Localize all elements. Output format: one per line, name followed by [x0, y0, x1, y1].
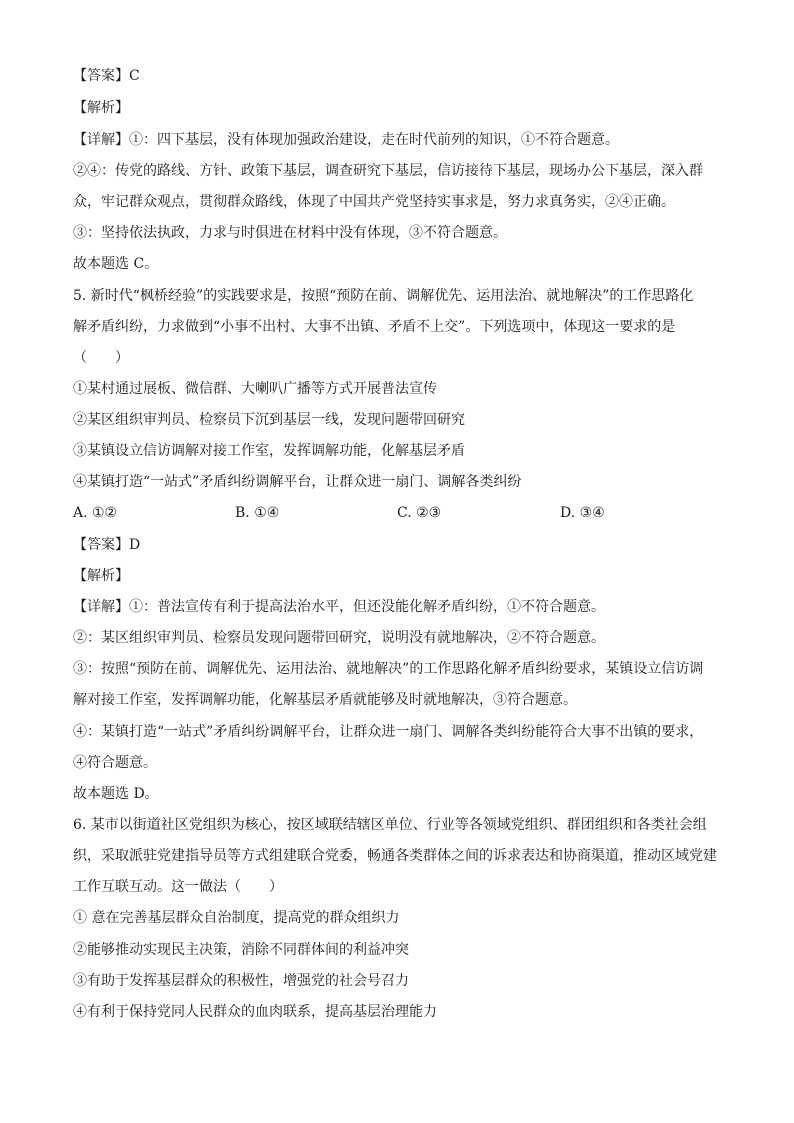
answer-blank: （ ）	[73, 350, 129, 366]
statement-option: ②能够推动实现民主决策，消除不同群体间的利益冲突	[73, 942, 409, 958]
detail-text: ③：坚持依法执政，力求与时俱进在材料中没有体现，③不符合题意。	[73, 225, 507, 241]
choice-row	[73, 503, 723, 523]
question-stem: 6. 某市以街道社区党组织为核心，按区域联结辖区单位、行业等各领域党组织、群团组织和各类社会组	[73, 817, 707, 833]
conclusion-text: 故本题选 D。	[73, 786, 159, 802]
statement-option: ②某区组织审判员、检察员下沉到基层一线，发现问题带回研究	[73, 412, 465, 428]
statement-option: ①某村通过展板、微信群、大喇叭广播等方式开展普法宣传	[73, 381, 437, 397]
statement-option: ③某镇设立信访调解对接工作室，发挥调解功能，化解基层矛盾	[73, 443, 465, 459]
answer-label: 【答案】D	[73, 537, 141, 553]
detail-text: 【详解】①：普法宣传有利于提高法治水平，但还没能化解矛盾纠纷，①不符合题意。	[73, 599, 605, 615]
analysis-label: 【解析】	[73, 100, 129, 116]
choice-a: A. ①②	[73, 505, 118, 521]
question-stem: 解矛盾纠纷，力求做到“小事不出村、大事不出镇、矛盾不上交”。下列选项中，体现这一要求的是	[73, 319, 676, 335]
statement-option: ③有助于发挥基层群众的积极性，增强党的社会号召力	[73, 973, 409, 989]
detail-text: ②④：传党的路线、方针、政策下基层，调查研究下基层，信访接待下基层，现场办公下基层，深入群	[73, 163, 703, 179]
choice-c: C. ②③	[397, 505, 442, 521]
question-stem: 5. 新时代“枫桥经验”的实践要求是，按照“预防在前、调解优先、运用法治、就地解决”的工作思路化	[73, 288, 694, 304]
statement-option: ④某镇打造“一站式”矛盾纠纷调解平台，让群众进一扇门、调解各类纠纷	[73, 474, 522, 490]
detail-text: ②：某区组织审判员、检察员发现问题带回研究，说明没有就地解决，②不符合题意。	[73, 630, 605, 646]
detail-text: 众，牢记群众观点，贯彻群众路线，体现了中国共产党坚持实事求是，努力求真务实，②④正确。	[73, 194, 675, 210]
detail-text: ④：某镇打造“一站式”矛盾纠纷调解平台，让群众进一扇门、调解各类纠纷能符合大事不出镇的要求，	[73, 724, 704, 740]
statement-option: ① 意在完善基层群众自治制度，提高党的群众组织力	[73, 910, 400, 926]
detail-text: 解对接工作室，发挥调解功能，化解基层矛盾就能够及时就地解决，③符合题意。	[73, 692, 577, 708]
statement-option: ④有利于保持党同人民群众的血肉联系，提高基层治理能力	[73, 1004, 437, 1020]
analysis-label: 【解析】	[73, 568, 129, 584]
question-stem: 织，采取派驻党建指导员等方式组建联合党委，畅通各类群体之间的诉求表达和协商渠道，推动区域党建	[73, 848, 717, 864]
detail-text: ③：按照“预防在前、调解优先、运用法治、就地解决”的工作思路化解矛盾纠纷要求，某镇设立信访调	[73, 661, 704, 677]
conclusion-text: 故本题选 C。	[73, 256, 159, 272]
detail-text: 【详解】①：四下基层，没有体现加强政治建设，走在时代前列的知识，①不符合题意。	[73, 132, 619, 148]
choice-d: D. ③④	[560, 505, 605, 521]
choice-b: B. ①④	[235, 505, 280, 521]
question-stem: 工作互联互动。这一做法（ ）	[73, 879, 283, 895]
detail-text: ④符合题意。	[73, 755, 157, 771]
answer-label: 【答案】C	[73, 68, 140, 84]
